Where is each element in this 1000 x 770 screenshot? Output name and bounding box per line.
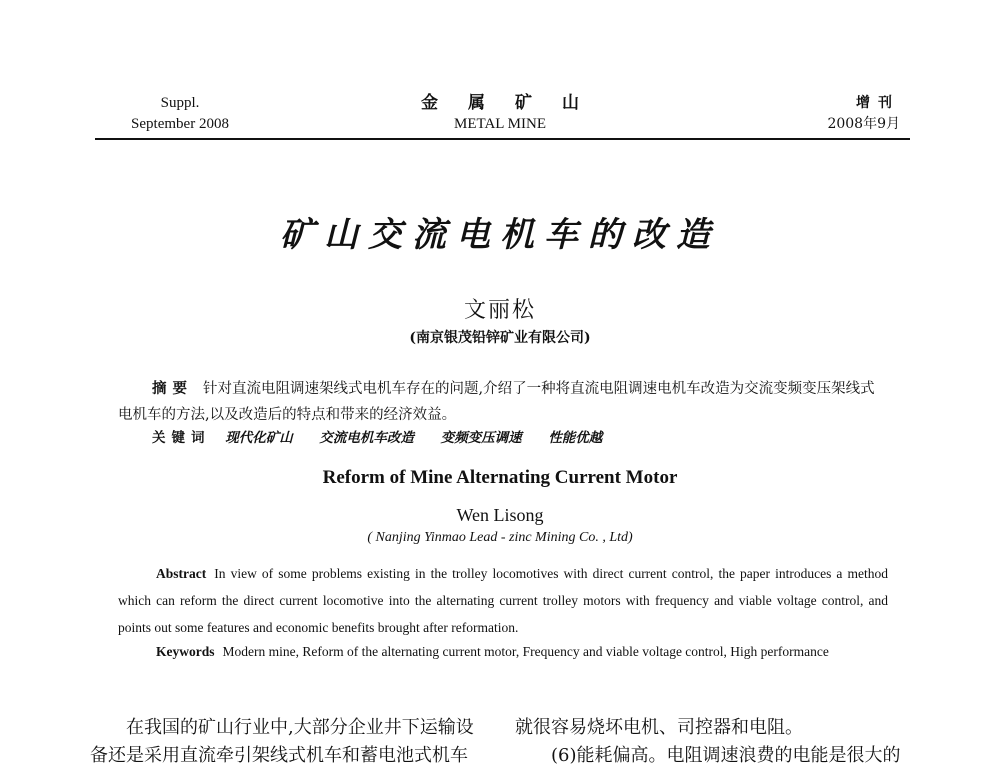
keywords-cn (152, 426, 892, 450)
issue-date-en: September 2008 (131, 116, 229, 132)
keywords-label-en: Keywords (156, 644, 215, 659)
author-en: Wen Lisong (456, 505, 544, 525)
abstract-text-en: In view of some problems existing in the trolley locomotives with direct current control, the paper introduces a method which can reform the direct current locomotive into the alternating current trolley motors with frequency and viable voltage control, and points out some features and economic benefits brought after reformation. (118, 566, 888, 635)
suppl-label-cn: 增刊 (856, 95, 900, 111)
header-left (100, 93, 260, 135)
issue-date-cn: 2008年9月 (827, 116, 900, 132)
body-right-line-2: (6)能耗偏高。电阻调速浪费的电能是很大的 (551, 745, 901, 766)
abstract-en (118, 560, 888, 641)
keyword-cn: 变频变压调速 (440, 430, 522, 446)
article-title-en: Reform of Mine Alternating Current Motor (322, 467, 678, 488)
abstract-text-cn: 针对直流电阻调速架线式电机车存在的问题,介绍了一种将直流电阻调速电机车改造为交流变频变压架线式电机车的方法,以及改造后的特点和带来的经济效益。 (118, 381, 875, 423)
body-column-right (515, 714, 905, 770)
affiliation-cn: (南京银茂铅锌矿业有限公司) (409, 330, 591, 346)
affiliation-en: ( Nanjing Yinmao Lead - zinc Mining Co. , Ltd) (367, 530, 633, 545)
article-title-cn: 矿山交流电机车的改造 (280, 215, 720, 255)
abstract-label-en: Abstract (156, 566, 207, 581)
keyword-cn: 交流电机车改造 (319, 430, 414, 446)
keyword-cn: 现代化矿山 (225, 430, 293, 446)
suppl-label: Suppl. (160, 95, 200, 111)
header-center (380, 93, 620, 135)
journal-name-en: METAL MINE (454, 116, 546, 132)
keywords-text-en: Modern mine, Reform of the alternating current motor, Frequency and viable voltage control, High performance (222, 644, 829, 659)
body-right-line-1: 就很容易烧坏电机、司控器和电阻。 (515, 717, 803, 738)
abstract-cn (118, 376, 888, 428)
author-cn: 文丽松 (463, 298, 536, 323)
abstract-label-cn: 摘要 (152, 380, 193, 397)
journal-name-cn: 金属矿山 (421, 93, 609, 113)
keyword-cn: 性能优越 (548, 430, 603, 446)
header-rule (95, 138, 910, 140)
header-right (780, 93, 900, 135)
keywords-en (118, 638, 888, 665)
keywords-label-cn: 关键词 (152, 430, 211, 446)
body-column-left: 在我国的矿山行业中,大部分企业井下运输设备还是采用直流牵引架线式机车和蓄电池式机车 (90, 717, 474, 766)
